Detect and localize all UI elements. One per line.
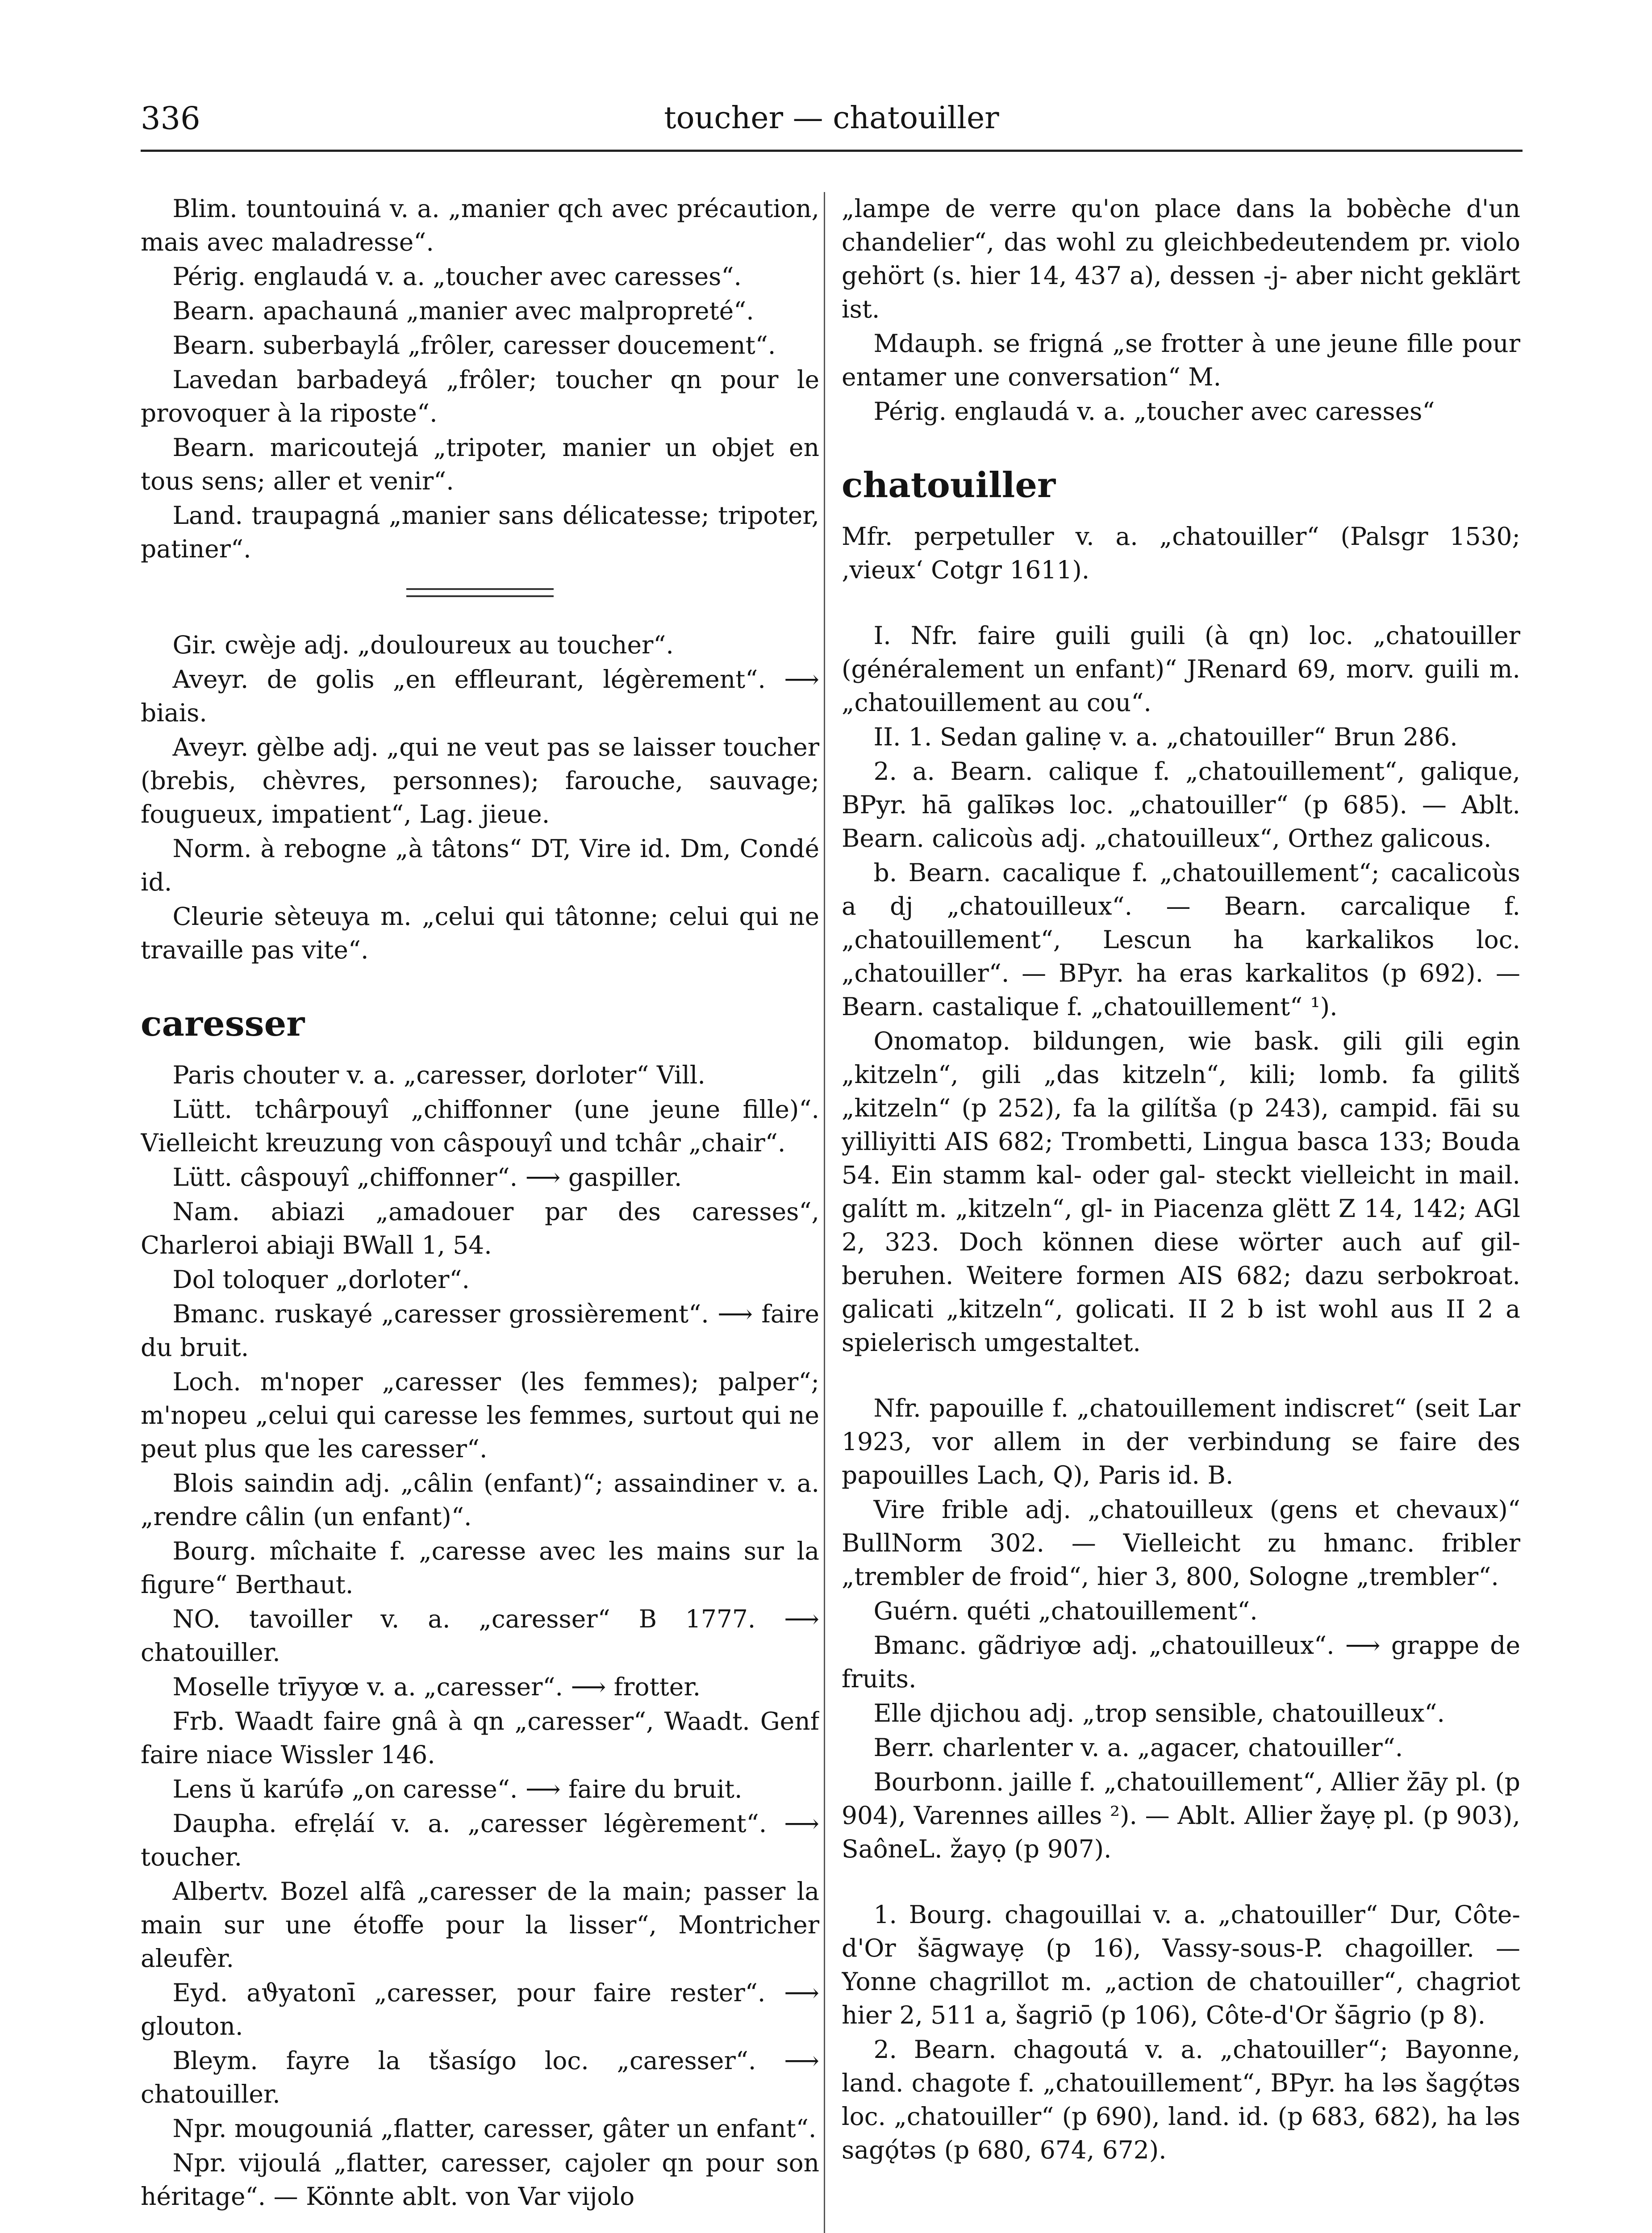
entry: Elle djichou adj. „trop sensible, chatouilleux“.	[873, 1699, 1445, 1727]
entry: I. Nfr. faire guili guili (à qn) loc. „chatouiller (généralement un enfant)“ JRenard 69, morv. guili m. „chatouillement au cou“.	[842, 621, 1520, 717]
entry: Npr. vijoulá „flatter, caresser, cajoler qn pour son héritage“. — Könnte ablt. von Var vijolo	[141, 2149, 819, 2211]
entry: Loch. m'noper „caresser (les femmes); palper“; m'nopeu „celui qui caresse les femmes, surtout qui ne peut plus que les caresser“.	[141, 1367, 819, 1463]
entry: Dol toloquer „dorloter“.	[172, 1265, 470, 1294]
entry: Mfr. perpetuller v. a. „chatouiller“ (Palsgr 1530; ‚vieux‘ Cotgr 1611).	[842, 522, 1520, 584]
entry: Cleurie sèteuya m. „celui qui tâtonne; celui qui ne travaille pas vite“.	[141, 902, 819, 964]
entry: Aveyr. de golis „en effleurant, légèrement“. ⟶ biais.	[141, 665, 819, 727]
entry: Bmanc. ruskayé „caresser grossièrement“. ⟶ faire du bruit.	[141, 1300, 819, 1362]
right-column	[842, 192, 1520, 2233]
header-rule	[141, 150, 1523, 152]
entry: Npr. mougouniá „flatter, caresser, gâter un enfant“.	[172, 2114, 817, 2143]
entry: Blois saindin adj. „câlin (enfant)“; assaindiner v. a. „rendre câlin (un enfant)“.	[141, 1469, 819, 1531]
entry: 1. Bourg. chagouillai v. a. „chatouiller“ Dur, Côte-d'Or šāgwayẹ (p 16), Vassy-sous-P. chagoiller. — Yonne chagrillot m. „action de chatouiller“, chagriot hier 2, 511 a, šagriō (p 106), Côte-d'Or šāgrio (p 8).	[842, 1900, 1520, 2029]
page-header	[141, 92, 1523, 145]
entry: II. 1. Sedan galinẹ v. a. „chatouiller“ Brun 286.	[873, 723, 1458, 751]
entry: Paris chouter v. a. „caresser, dorloter“ Vill.	[172, 1061, 705, 1089]
entry: Périg. englaudá v. a. „toucher avec caresses“	[873, 397, 1435, 426]
running-title: toucher — chatouiller	[664, 100, 999, 136]
entry: Guérn. quéti „chatouillement“.	[873, 1597, 1258, 1625]
entry: Lütt. tchârpouyî „chiffonner (une jeune fille)“. Vielleicht kreuzung von câspouyî und tchâr „chair“.	[141, 1095, 819, 1157]
entry: Bearn. apachauná „manier avec malpropreté“.	[172, 297, 754, 325]
entry: Daupha. efrẹláí v. a. „caresser légèrement“. ⟶ toucher.	[141, 1809, 819, 1871]
entry: Bourg. mîchaite f. „caresse avec les mains sur la figure“ Berthaut.	[141, 1537, 819, 1599]
entry: Bearn. suberbaylá „frôler, caresser doucement“.	[172, 331, 776, 360]
left-column	[141, 192, 819, 2233]
entry: Aveyr. gèlbe adj. „qui ne veut pas se laisser toucher (brebis, chèvres, personnes); farouche, sauvage; fougueux, impatient“, Lag. jieue.	[141, 733, 819, 828]
entry: Albertv. Bozel alfâ „caresser de la main; passer la main sur une étoffe pour la lisser“, Montricher aleufèr.	[141, 1877, 819, 1973]
entry: Moselle trīyyœ v. a. „caresser“. ⟶ frotter.	[172, 1673, 701, 1701]
entry: Gir. cwèje adj. „douloureux au toucher“.	[172, 631, 674, 659]
double-rule-separator	[406, 588, 554, 597]
entry: Bleym. fayre la tšasígo loc. „caresser“. ⟶ chatouiller.	[141, 2046, 819, 2108]
entry: Berr. charlenter v. a. „agacer, chatouiller“.	[873, 1733, 1403, 1762]
entry: Bourbonn. jaille f. „chatouillement“, Allier žāy pl. (p 904), Varennes ailles ²). — Ablt. Allier žayẹ pl. (p 903), SaôneL. žayọ (p 907).	[842, 1768, 1520, 1863]
entry: Mdauph. se frigná „se frotter à une jeune fille pour entamer une conversation“ M.	[842, 329, 1520, 391]
entry: Blim. tountouiná v. a. „manier qch avec précaution, mais avec maladresse“.	[141, 194, 819, 256]
entry: Lens ŭ karúfə „on caresse“. ⟶ faire du bruit.	[172, 1775, 743, 1803]
entry: Nfr. papouille f. „chatouillement indiscret“ (seit Lar 1923, vor allem in der verbindung se faire des papouilles Lach, Q), Paris id. B.	[842, 1394, 1520, 1489]
entry: Périg. englaudá v. a. „toucher avec caresses“.	[172, 262, 742, 291]
section-heading-chatouiller: chatouiller	[842, 465, 1056, 506]
entry: Land. traupagná „manier sans délicatesse; tripoter, patiner“.	[141, 501, 819, 563]
section-heading-caresser: caresser	[141, 1004, 305, 1044]
entry: Eyd. aϑyatonī „caresser, pour faire rester“. ⟶ glouton.	[141, 1978, 819, 2041]
entry: NO. tavoiller v. a. „caresser“ B 1777. ⟶ chatouiller.	[141, 1605, 819, 1667]
entry: Lavedan barbadeyá „frôler; toucher qn pour le provoquer à la riposte“.	[141, 365, 819, 427]
entry: 2. Bearn. chagoutá v. a. „chatouiller“; Bayonne, land. chagote f. „chatouillement“, BPyr. ha ləs šagǫ́təs loc. „chatouiller“ (p 690), land. id. (p 683, 682), ha ləs sagǫ́təs (p 680, 674, 672).	[842, 2035, 1520, 2164]
page-number: 336	[141, 100, 200, 137]
entry: Onomatop. bildungen, wie bask. gili gili egin „kitzeln“, gili „das kitzeln“, kili; lomb. fa gilitš „kitzeln“ (p 252), fa la gilítša (p 243), campid. fāi su yilliyitti AIS 682; Trombetti, Lingua basca 133; Bouda 54. Ein stamm kal- oder gal- steckt vielleicht in mail. galítt m. „kitzeln“, gl- in Piacenza glëtt Z 14, 142; AGl 2, 323. Doch können diese wörter auch auf gil- beruhen. Weitere formen AIS 682; dazu serbokroat. galicati „kitzeln“, golicati. II 2 b ist wohl aus II 2 a spielerisch umgestaltet.	[842, 1027, 1520, 1357]
entry: Bmanc. gãdriyœ adj. „chatouilleux“. ⟶ grappe de fruits.	[842, 1631, 1520, 1693]
entry: 2. a. Bearn. calique f. „chatouillement“, galique, BPyr. hā galīkəs loc. „chatouiller“ (p 685). — Ablt. Bearn. calicoùs adj. „chatouilleux“, Orthez galicous.	[842, 757, 1520, 853]
entry: b. Bearn. cacalique f. „chatouillement“; cacalicoùs a dj „chatouilleux“. — Bearn. carcalique f. „chatouillement“, Lescun ha karkalikos loc. „chatouiller“. — BPyr. ha eras karkalitos (p 692). — Bearn. castalique f. „chatouillement“ ¹).	[842, 858, 1520, 1021]
column-divider	[824, 192, 825, 2233]
entry: Frb. Waadt faire gnâ à qn „caresser“, Waadt. Genf faire niace Wissler 146.	[141, 1707, 819, 1769]
entry: Norm. à rebogne „à tâtons“ DT, Vire id. Dm, Condé id.	[141, 834, 819, 896]
entry: Lütt. câspouyî „chiffonner“. ⟶ gaspiller.	[172, 1163, 682, 1192]
entry: Vire frible adj. „chatouilleux (gens et chevaux)“ BullNorm 302. — Vielleicht zu hmanc. fribler „trembler de froid“, hier 3, 800, Sologne „trembler“.	[842, 1495, 1520, 1591]
entry: Nam. abiazi „amadouer par des caresses“, Charleroi abiaji BWall 1, 54.	[141, 1197, 819, 1259]
entry: Bearn. maricoutejá „tripoter, manier un objet en tous sens; aller et venir“.	[141, 433, 819, 495]
entry: „lampe de verre qu'on place dans la bobèche d'un chandelier“, das wohl zu gleichbedeutendem pr. violo gehört (s. hier 14, 437 a), dessen -j- aber nicht geklärt ist.	[842, 194, 1520, 323]
